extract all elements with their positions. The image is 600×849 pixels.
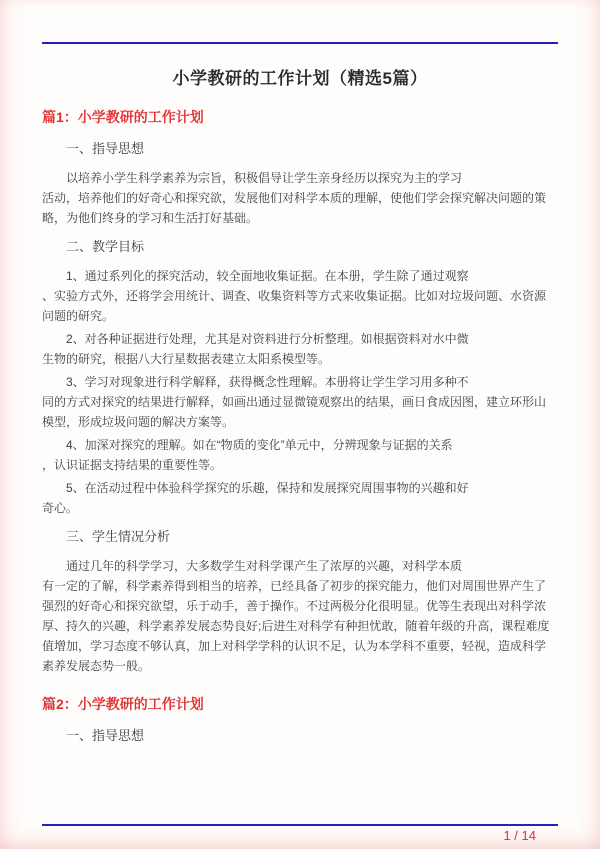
paragraph-line: 有一定的了解，科学素养得到相当的培养，已经具备了初步的探究能力，他们对周围世界产生了 [42, 579, 547, 593]
paragraph-line: 3、学习对现象进行科学解释，获得概念性理解。本册将让学生学习用多种不 [66, 375, 469, 389]
paragraph-line: 强烈的好奇心和探究欲望，乐于动手，善于操作。不过两极分化很明显。优等生表现出对科学浓 [42, 599, 547, 613]
paragraph-line: 略，为他们终身的学习和生活打好基础。 [42, 211, 259, 225]
paragraph [42, 478, 558, 518]
paragraph-line: 以培养小学生科学素养为宗旨，积极倡导让学生亲身经历以探究为主的学习 [66, 171, 463, 185]
paragraph-line: 生物的研究，根据八大行星数据表建立太阳系模型等。 [42, 352, 331, 366]
subsection-heading: 一、指导思想 [66, 141, 145, 156]
section-heading-2: 篇2：小学教研的工作计划 [42, 696, 204, 712]
paragraph-line: 模型，形成垃圾问题的解决方案等。 [42, 415, 235, 429]
paragraph [42, 168, 558, 228]
paragraph-line: 厚、持久的兴趣，科学素养发展态势良好;后进生对科学有种担忧敢，随着年级的升高，课程难度 [42, 619, 550, 633]
paragraph [42, 435, 558, 475]
page-number: 1 / 14 [503, 828, 536, 843]
paragraph-line: 奇心。 [42, 501, 79, 515]
paragraph-line: 同的方式对探究的结果进行解释，如画出通过显微镜观察出的结果，画日食成因图，建立环形山 [42, 395, 547, 409]
subsection-heading: 三、学生情况分析 [66, 529, 171, 544]
paragraph-line: 问题的研究。 [42, 309, 115, 323]
paragraph-line: 素养发展态势一般。 [42, 659, 151, 673]
paragraph [42, 329, 558, 369]
header-rule [42, 42, 558, 44]
paragraph-line: 值增加，学习态度不够认真，加上对科学学科的认识不足，认为本学科不重要，轻视，造成科学 [42, 639, 547, 653]
document-title: 小学教研的工作计划（精选5篇） [172, 69, 428, 88]
paragraph-line: 、实验方式外，还将学会用统计、调查、收集资料等方式来收集证据。比如对垃圾问题、水资源 [42, 289, 547, 303]
paragraph-line: 2、对各种证据进行处理，尤其是对资料进行分析整理。如根据资料对水中微 [66, 332, 469, 346]
paragraph [42, 266, 558, 326]
paragraph [42, 372, 558, 432]
paragraph-line: 1、通过系列化的探究活动，较全面地收集证据。在本册，学生除了通过观察 [66, 269, 469, 283]
subsection-heading: 二、教学目标 [66, 239, 145, 254]
paragraph-line: 5、在活动过程中体验科学探究的乐趣，保持和发展探究周围事物的兴趣和好 [66, 481, 469, 495]
paragraph-line: 通过几年的科学学习，大多数学生对科学课产生了浓厚的兴趣，对科学本质 [66, 559, 463, 573]
section-heading-1: 篇1：小学教研的工作计划 [42, 109, 204, 125]
paragraph-line: ，认识证据支持结果的重要性等。 [42, 458, 223, 472]
paragraph-line: 活动，培养他们的好奇心和探究欲，发展他们对科学本质的理解，使他们学会探究解决问题的策 [42, 191, 547, 205]
paragraph [42, 556, 558, 676]
paragraph-line: 4、加深对探究的理解。如在“物质的变化”单元中，分辨现象与证据的关系 [66, 438, 453, 452]
page-footer [42, 824, 558, 843]
subsection-heading: 一、指导思想 [66, 728, 145, 743]
footer-rule [42, 824, 558, 826]
